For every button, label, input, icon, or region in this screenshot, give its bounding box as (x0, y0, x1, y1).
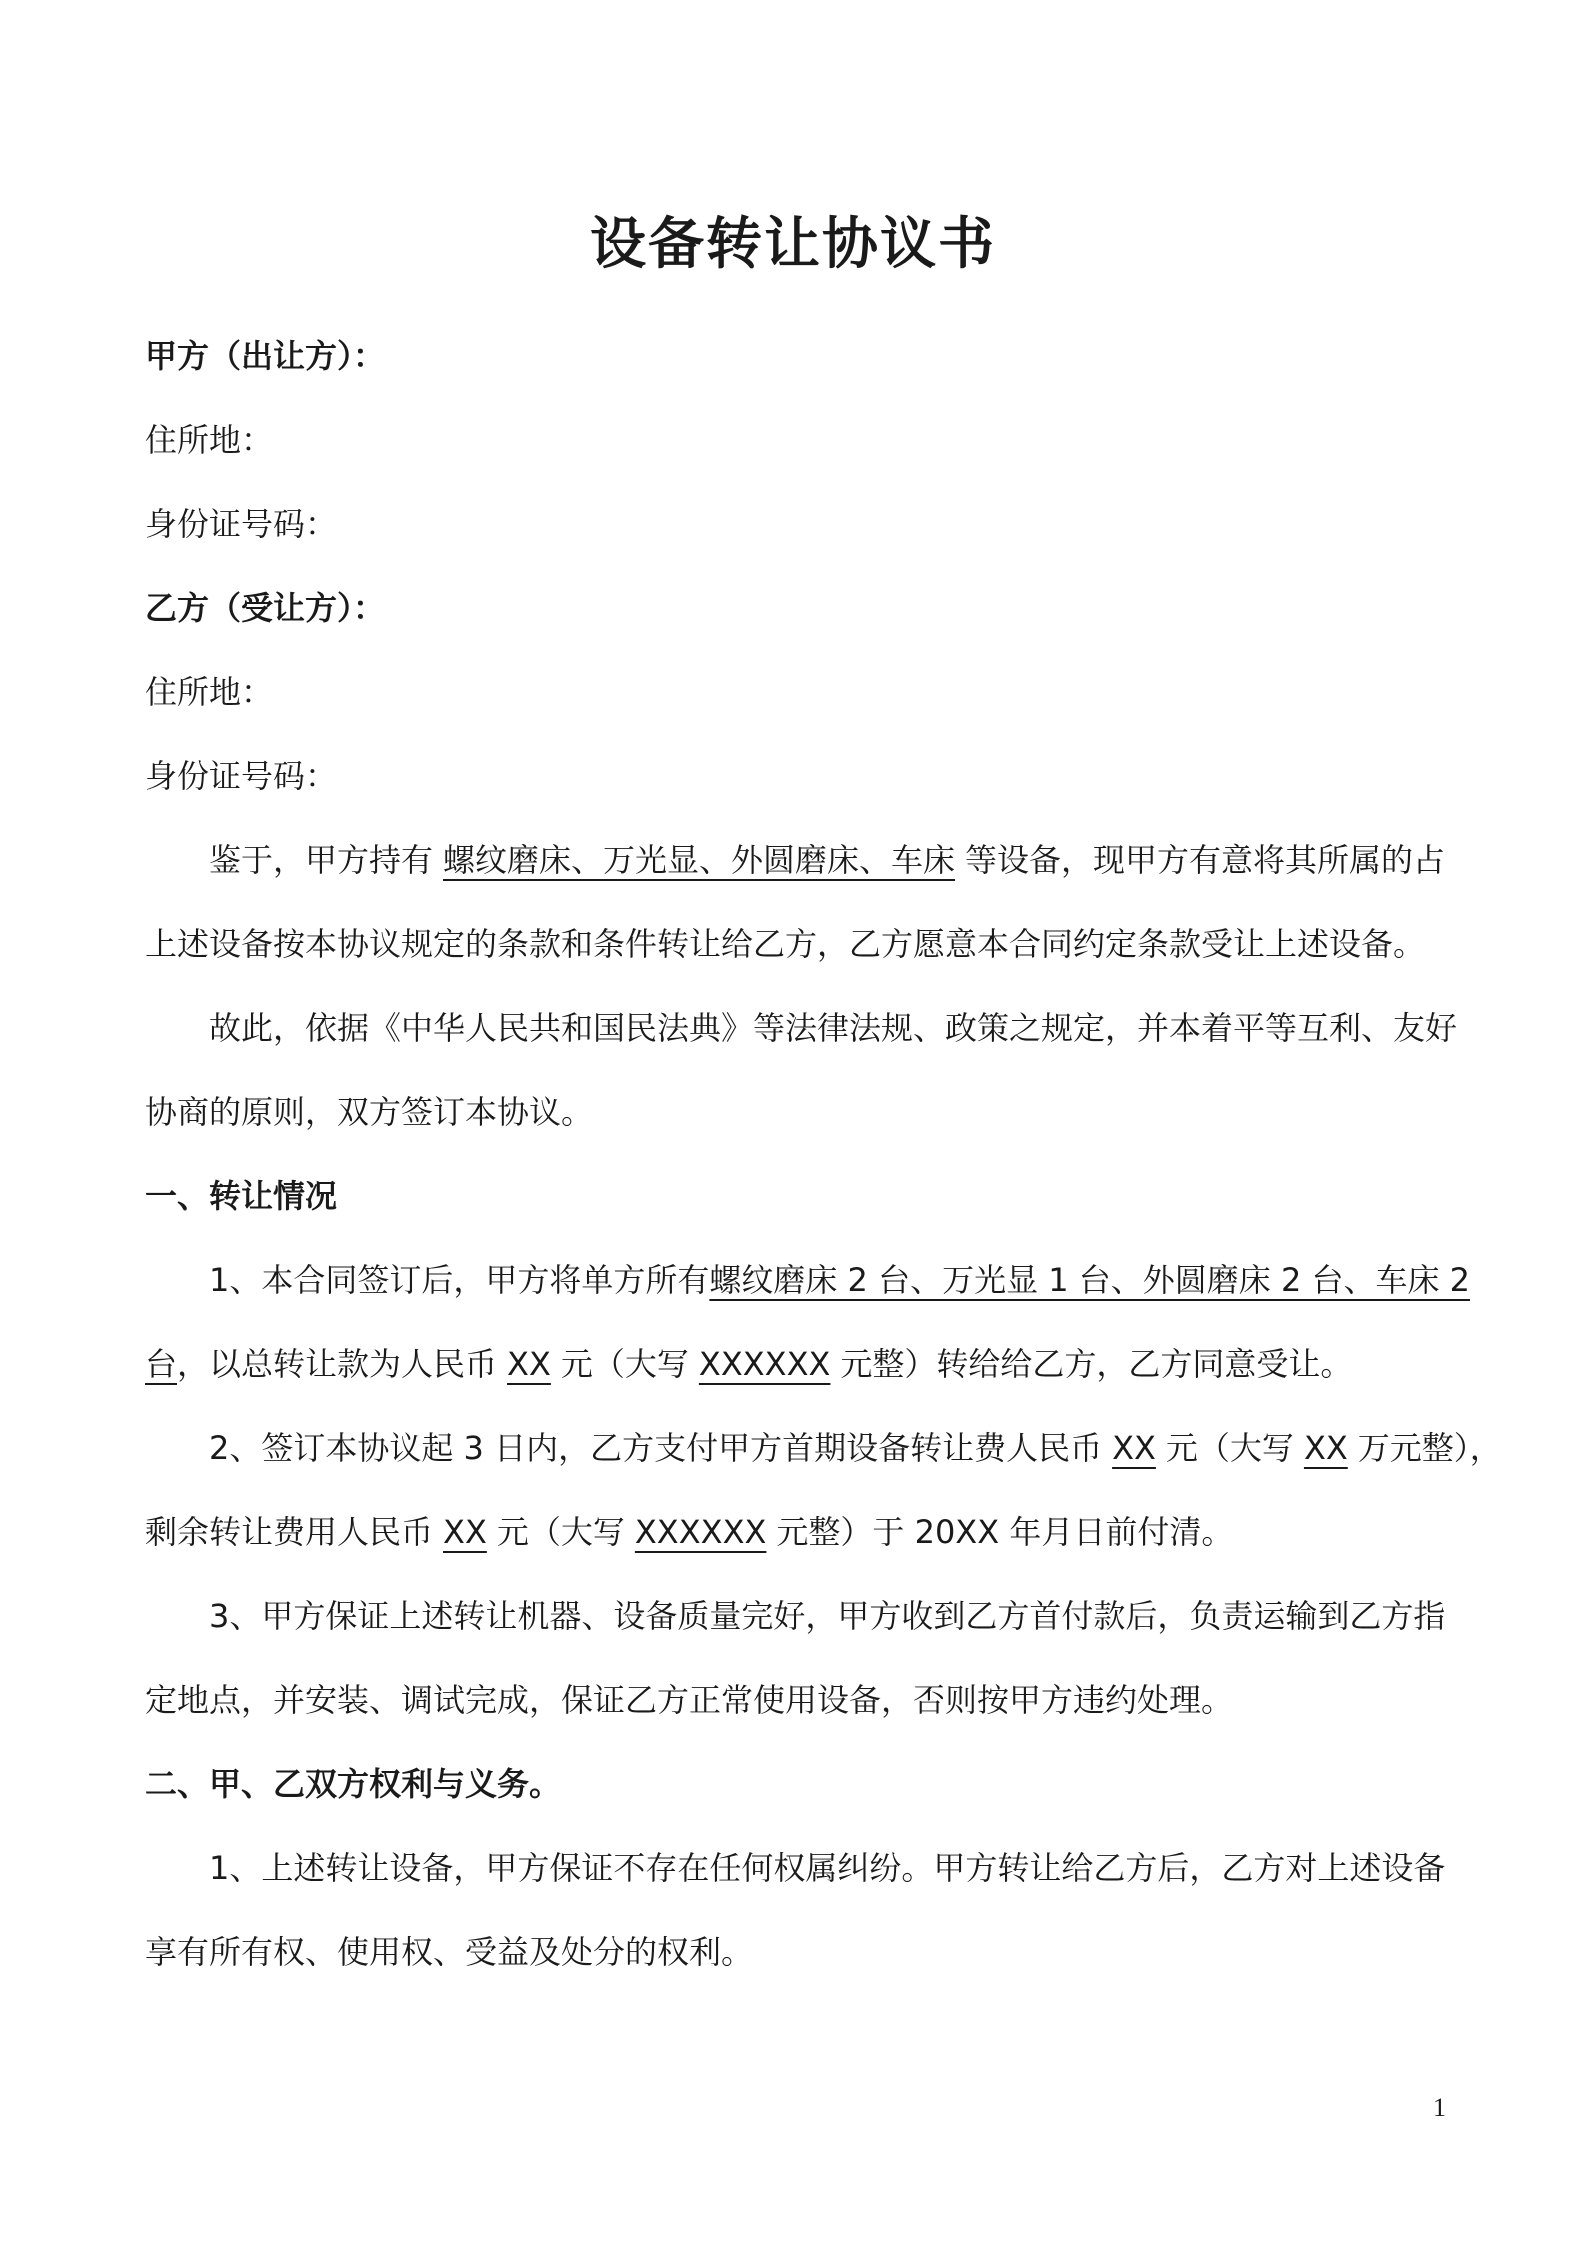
clause-text: 元（大写 (560, 1345, 689, 1383)
party-a-address-label: 住所地： (145, 421, 274, 459)
total-amount-blank: XX (507, 1345, 551, 1383)
clause-text: 元（大写 (1165, 1429, 1294, 1467)
clause-text: 1、本合同签订后，甲方将单方所有 (209, 1261, 710, 1299)
remaining-amount-words-blank: XXXXXX (634, 1513, 767, 1551)
preamble-paragraph-2-line-2: 协商的原则，双方签订本协议。 (145, 1093, 594, 1131)
document-title: 设备转让协议书 (590, 212, 996, 277)
section-1-item-2-line-1 (145, 1426, 1519, 1470)
clause-text: 元整）转给给乙方，乙方同意受让。 (840, 1345, 1353, 1383)
preamble-text: 等设备，现甲方有意将其所属的占 (965, 841, 1446, 879)
section-1-heading: 一、转让情况 (145, 1177, 338, 1215)
clause-text: 2、签订本协议起 3 日内，乙方支付甲方首期设备转让费人民币 (209, 1429, 1103, 1467)
section-1-item-3-line-1: 3、甲方保证上述转让机器、设备质量完好，甲方收到乙方首付款后，负责运输到乙方指 (209, 1597, 1446, 1635)
party-a-label: 甲方（出让方）： (145, 337, 386, 375)
preamble-paragraph-1-line-2: 上述设备按本协议规定的条款和条件转让给乙方，乙方愿意本合同约定条款受让上述设备。 (145, 925, 1426, 963)
first-payment-words-blank: XX (1303, 1429, 1348, 1467)
party-b-id-label: 身份证号码： (145, 757, 338, 795)
remaining-amount-blank: XX (443, 1513, 487, 1551)
preamble-paragraph-2-line-1: 故此，依据《中华人民共和国民法典》等法律法规、政策之规定，并本着平等互利、友好 (209, 1009, 1458, 1047)
section-2-heading: 二、甲、乙双方权利与义务。 (145, 1765, 562, 1803)
section-1-item-2-line-2 (145, 1510, 1455, 1554)
section-1-item-1-line-1 (145, 1258, 1519, 1302)
clause-text: 剩余转让费用人民币 (145, 1513, 434, 1551)
total-amount-words-blank: XXXXXX (698, 1345, 831, 1383)
clause-text: 元（大写 (496, 1513, 625, 1551)
section-1-item-3-line-2: 定地点，并安装、调试完成，保证乙方正常使用设备，否则按甲方违约处理。 (145, 1681, 1234, 1719)
section-2-item-1-line-1: 1、上述转让设备，甲方保证不存在任何权属纠纷。甲方转让给乙方后，乙方对上述设备 (209, 1849, 1446, 1887)
first-payment-amount-blank: XX (1112, 1429, 1156, 1467)
preamble-text: 鉴于，甲方持有 (209, 841, 434, 879)
clause-text: 万元整）， (1357, 1429, 1502, 1467)
party-b-address-label: 住所地： (145, 673, 274, 711)
party-b-label: 乙方（受让方）： (145, 589, 386, 627)
section-2-item-1-line-2: 享有所有权、使用权、受益及处分的权利。 (145, 1933, 754, 1971)
section-1-item-1-line-2 (145, 1342, 1455, 1386)
preamble-paragraph-1-line-1 (145, 838, 1519, 882)
equipment-quantity-underlined: 台 (145, 1345, 178, 1383)
equipment-quantity-underlined: 螺纹磨床 2 台、万光显 1 台、外圆磨床 2 台、车床 2 (709, 1261, 1471, 1299)
clause-text: ，以总转让款为人民币 (177, 1345, 498, 1383)
page-number: 1 (1433, 2093, 1446, 2122)
equipment-list-underlined: 螺纹磨床、万光显、外圆磨床、车床 (443, 841, 956, 879)
clause-text: 元整）于 20XX 年月日前付清。 (776, 1513, 1234, 1551)
party-a-id-label: 身份证号码： (145, 505, 338, 543)
